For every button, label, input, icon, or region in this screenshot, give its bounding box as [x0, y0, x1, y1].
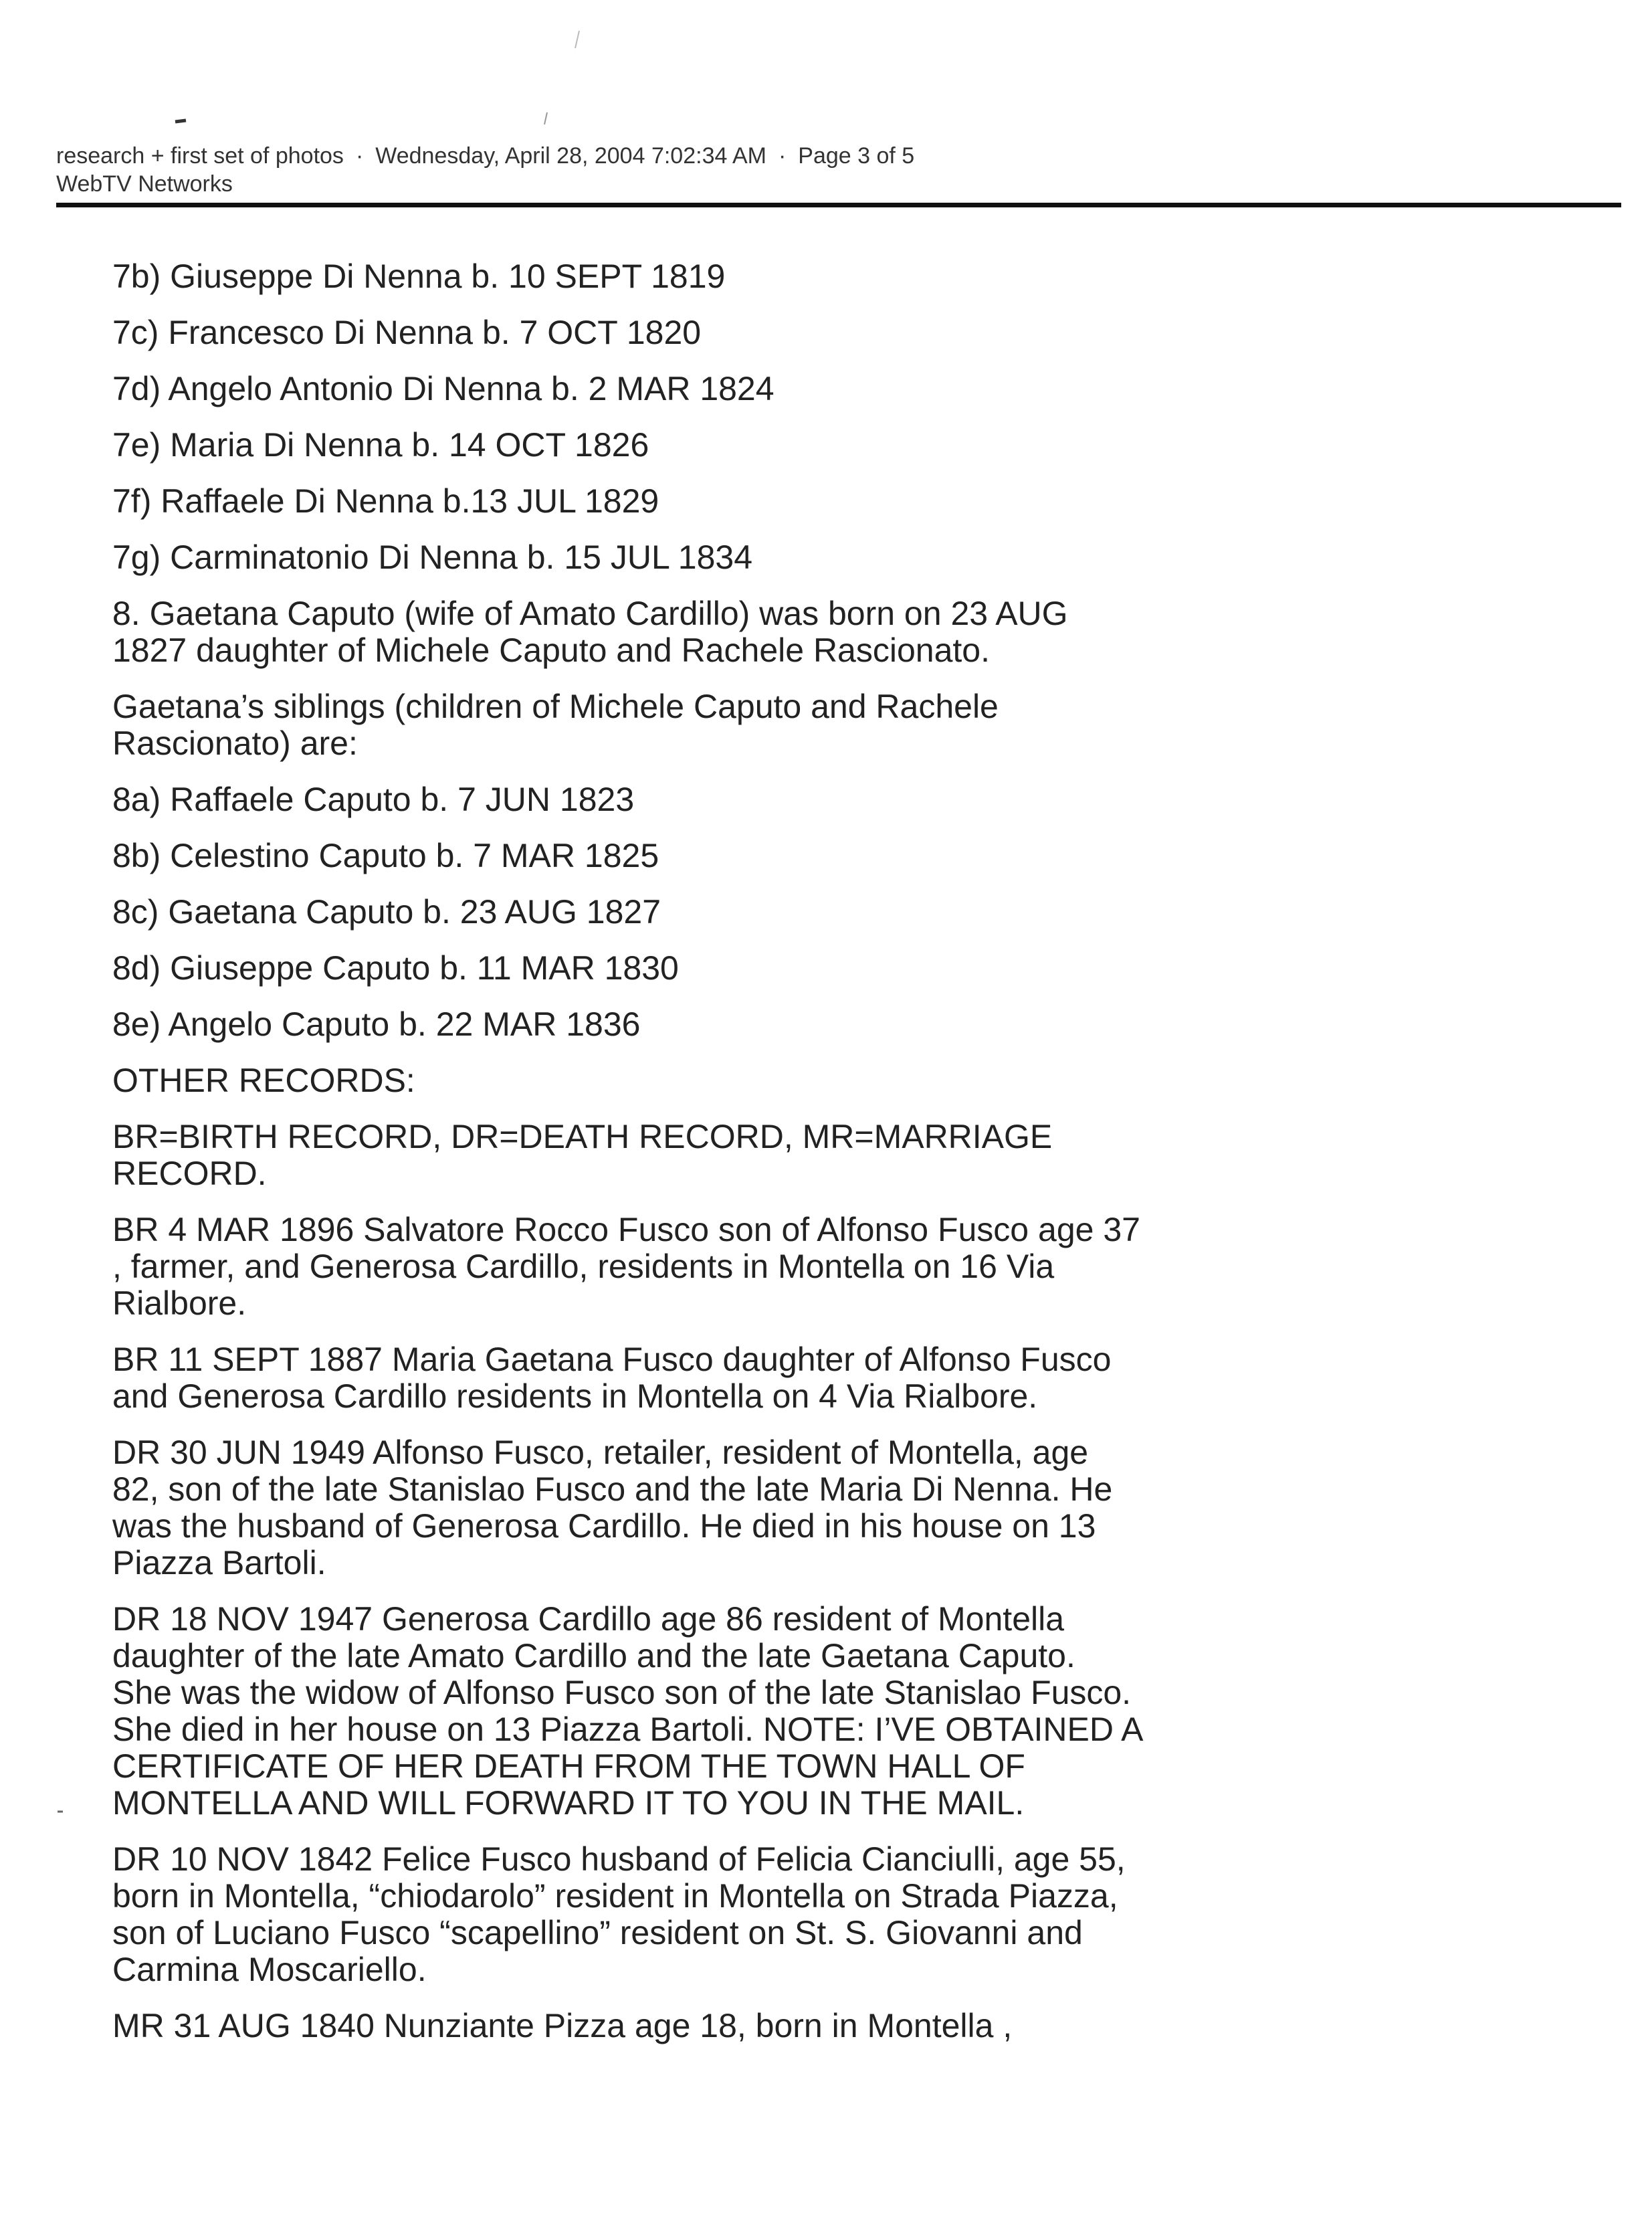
- record-entry: 8d) Giuseppe Caputo b. 11 MAR 1830: [112, 949, 679, 987]
- record-entry: 8b) Celestino Caputo b. 7 MAR 1825: [112, 837, 659, 874]
- record-entry: DR 30 JUN 1949 Alfonso Fusco, retailer, resident of Montella, age 82, son of the late Stanislao Fusco and the late Maria Di Nenna. He was the husband of Generosa Cardillo. He died in his house on 13 Piazza Bartoli.: [112, 1434, 1113, 1581]
- section-heading: OTHER RECORDS:: [112, 1062, 415, 1099]
- header-divider: [56, 203, 1621, 207]
- record-entry-truncated: MR 31 AUG 1840 Nunziante Pizza age 18, born in Montella ,: [112, 2008, 1013, 2044]
- email-header: [56, 142, 1621, 198]
- document-body: [112, 258, 1303, 2067]
- email-subject: research + first set of photos: [56, 143, 344, 169]
- record-entry: DR 18 NOV 1947 Generosa Cardillo age 86 resident of Montella daughter of the late Amato Cardillo and the late Gaetana Caputo. She was the widow of Alfonso Fusco son of the late Stanislao Fusco. She died in her house on 13 Piazza Bartoli. NOTE: I’VE OBTAINED A CERTIFICATE OF HER DEATH FROM THE TOWN HALL OF MONTELLA AND WILL FORWARD IT TO YOU IN THE MAIL.: [112, 1600, 1144, 1822]
- record-entry: 7g) Carminatonio Di Nenna b. 15 JUL 1834: [112, 539, 753, 576]
- header-separator: ·: [778, 143, 787, 169]
- record-legend: BR=BIRTH RECORD, DR=DEATH RECORD, MR=MARRIAGE RECORD.: [112, 1118, 1053, 1192]
- email-datetime: Wednesday, April 28, 2004 7:02:34 AM: [375, 143, 766, 169]
- record-entry: 7e) Maria Di Nenna b. 14 OCT 1826: [112, 426, 649, 464]
- record-entry: BR 11 SEPT 1887 Maria Gaetana Fusco daughter of Alfonso Fusco and Generosa Cardillo residents in Montella on 4 Via Rialbore.: [112, 1341, 1112, 1415]
- record-entry: DR 10 NOV 1842 Felice Fusco husband of Felicia Cianciulli, age 55, born in Montella, “chiodarolo” resident in Montella on Strada Piazza, son of Luciano Fusco “scapellino” resident on St. S. Giovanni and Carmina Moscariello.: [112, 1840, 1126, 1988]
- page-indicator: Page 3 of 5: [798, 143, 915, 169]
- record-entry: 7f) Raffaele Di Nenna b.13 JUL 1829: [112, 482, 659, 520]
- header-line: [56, 142, 1621, 170]
- record-entry: 8c) Gaetana Caputo b. 23 AUG 1827: [112, 893, 661, 931]
- record-entry: Gaetana’s siblings (children of Michele Caputo and Rachele Rascionato) are:: [112, 688, 999, 762]
- record-entry: 7b) Giuseppe Di Nenna b. 10 SEPT 1819: [112, 258, 726, 295]
- email-sender: WebTV Networks: [56, 171, 233, 197]
- record-entry: 7d) Angelo Antonio Di Nenna b. 2 MAR 1824: [112, 370, 775, 407]
- record-entry: BR 4 MAR 1896 Salvatore Rocco Fusco son of Alfonso Fusco age 37 , farmer, and Generosa Cardillo, residents in Montella on 16 Via Rialbore.: [112, 1211, 1140, 1322]
- record-entry: 8a) Raffaele Caputo b. 7 JUN 1823: [112, 781, 635, 818]
- record-entry: 8e) Angelo Caputo b. 22 MAR 1836: [112, 1005, 641, 1043]
- record-entry: 7c) Francesco Di Nenna b. 7 OCT 1820: [112, 314, 702, 351]
- record-entry: 8. Gaetana Caputo (wife of Amato Cardillo) was born on 23 AUG 1827 daughter of Michele Caputo and Rachele Rascionato.: [112, 595, 1068, 669]
- header-separator: ·: [355, 143, 364, 169]
